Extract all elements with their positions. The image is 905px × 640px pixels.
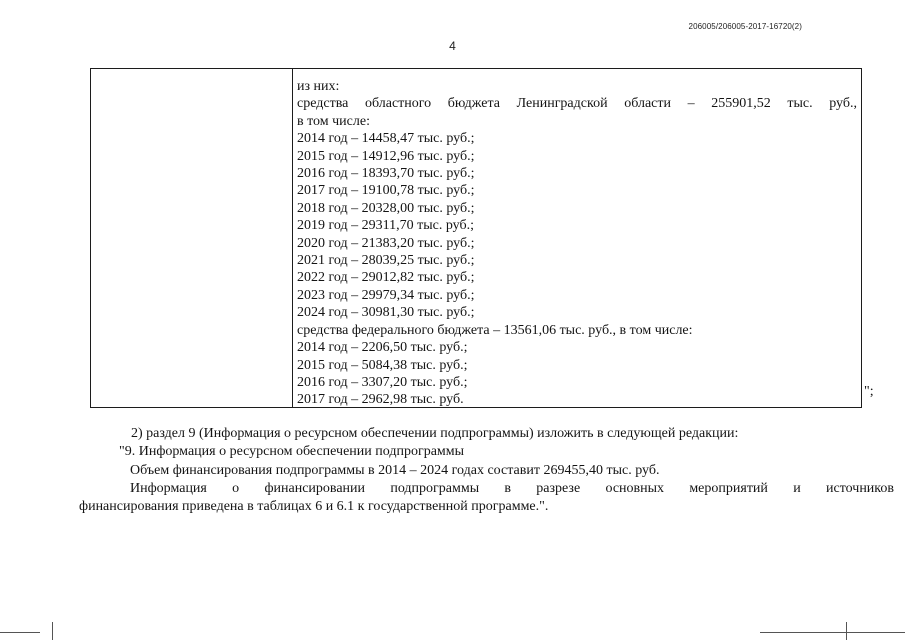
scan-edge-mark	[52, 622, 53, 640]
cell-line: в том числе:	[297, 113, 370, 129]
cell-line: 2014 год – 2206,50 тыс. руб.;	[297, 340, 468, 356]
table-cell-financing-details	[297, 78, 857, 409]
cell-line: 2021 год – 28039,25 тыс. руб.;	[297, 253, 475, 269]
paragraph-financing-volume: Объем финансирования подпрограммы в 2014 – 2024 годах составит 269455,40 тыс. руб.	[130, 463, 660, 478]
cell-line: 2015 год – 14912,96 тыс. руб.;	[297, 148, 475, 164]
paragraph-section-9-heading: "9. Информация о ресурсном обеспечении подпрограммы	[119, 444, 465, 459]
cell-line: из них:	[297, 79, 340, 94]
cell-line: 2024 год – 30981,30 тыс. руб.;	[297, 305, 475, 321]
cell-line: 2019 год – 29311,70 тыс. руб.;	[297, 218, 474, 234]
cell-line: 2017 год – 2962,98 тыс. руб.	[297, 392, 464, 408]
cell-line: 2022 год – 29012,82 тыс. руб.;	[297, 270, 475, 286]
table-column-divider	[292, 69, 293, 407]
cell-line: средства областного бюджета Ленинградской области – 255901,52 тыс. руб.,	[297, 96, 857, 112]
scan-edge-mark	[760, 632, 905, 633]
closing-quote: ";	[864, 384, 874, 399]
page-number: 4	[449, 39, 456, 53]
paragraph-section-9-instruction: 2) раздел 9 (Информация о ресурсном обеспечении подпрограммы) изложить в следующей редакции:	[131, 426, 739, 441]
cell-line: 2016 год – 3307,20 тыс. руб.;	[297, 374, 468, 390]
cell-line: 2016 год – 18393,70 тыс. руб.;	[297, 166, 475, 182]
paragraph-financing-info-line2: финансирования приведена в таблицах 6 и 6.1 к государственной программе.".	[79, 499, 549, 514]
cell-line: 2017 год – 19100,78 тыс. руб.;	[297, 183, 475, 199]
cell-line: 2018 год – 20328,00 тыс. руб.;	[297, 200, 475, 216]
cell-line: 2015 год – 5084,38 тыс. руб.;	[297, 357, 468, 373]
paragraph-financing-info-line1: Информация о финансировании подпрограммы в разрезе основных мероприятий и источников	[130, 481, 894, 496]
document-id: 206005/206005-2017-16720(2)	[688, 22, 802, 31]
financing-table	[90, 68, 862, 408]
scan-edge-mark	[846, 622, 847, 640]
cell-line: средства федерального бюджета – 13561,06 тыс. руб., в том числе:	[297, 322, 693, 338]
cell-line: 2014 год – 14458,47 тыс. руб.;	[297, 131, 475, 147]
cell-line: 2020 год – 21383,20 тыс. руб.;	[297, 235, 475, 251]
cell-line: 2023 год – 29979,34 тыс. руб.;	[297, 287, 475, 303]
scan-edge-mark	[0, 632, 40, 633]
